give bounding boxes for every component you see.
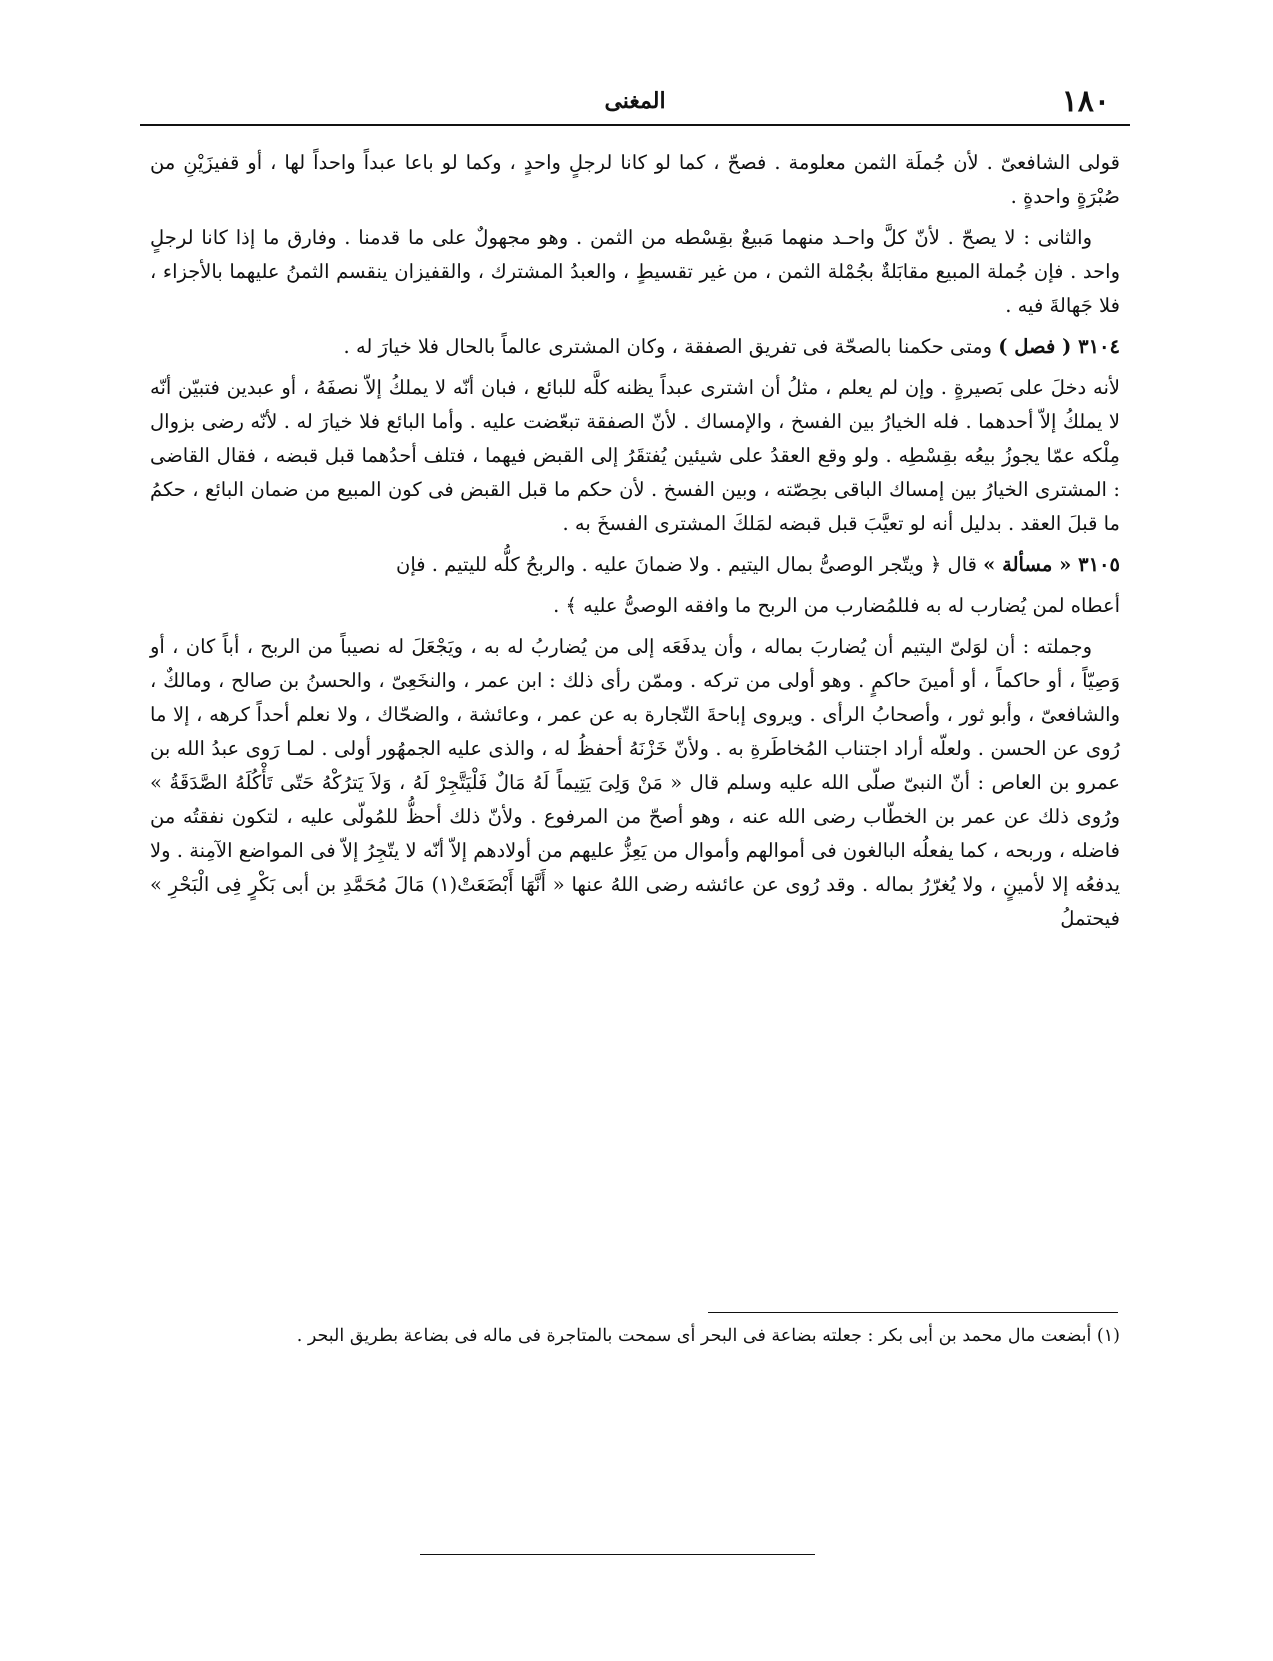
paragraph: والثانى : لا يصحّ . لأنّ كلَّ واحـد منهما مَبيعٌ بقِسْطه من الثمن . وهو مجهولٌ على ما قدمنا . وفارق ما إذا كانا لرجلٍ واحد . فإن جُملة المبيع مقابَلةٌ بجُمْلة الثمن ، من غير تقسيطٍ ، والعبدُ المشترك ، والقفيزان ينقسم الثمنُ عليهما بالأجزاء ، فلا جَهالةَ فيه . <box>150 226 1120 317</box>
section-label: ٣١٠٥ « مسألة » <box>983 553 1120 576</box>
section-label: ٣١٠٤ ( فصل ) <box>998 335 1120 358</box>
section-text: ومتى حكمنا بالصحّة فى تفريق الصفقة ، وكان المشترى عالماً بالحال فلا خيارَ له . <box>343 335 993 358</box>
page-number: ١٨٠ <box>1061 84 1110 119</box>
paragraph: قولى الشافعىّ . لأن جُملَة الثمن معلومة . فصحّ ، كما لو كانا لرجلٍ واحدٍ ، وكما لو باعا عبداً واحداً لها ، أو قفيزَيْنِ من صُبْرَةٍ واحدةٍ . <box>150 151 1120 208</box>
section-text: قال ﴿ ويتّجر الوصىُّ بمال اليتيم . ولا ضمانَ عليه . والربحُ كلُّه لليتيم . فإن <box>396 553 977 576</box>
running-title: المغنى <box>604 88 666 114</box>
paragraph: أعطاه لمن يُضارب له به فللمُضارب من الربح ما وافقه الوصىُّ عليه ﴾ . <box>553 594 1120 617</box>
footnote: (١) أبضعت مال محمد بن أبى بكر : جعلته بضاعة فى البحر أى سمحت بالمتاجرة فى ماله فى بضاعة بطريق البحر . <box>296 1326 1120 1346</box>
header-rule <box>140 124 1130 126</box>
section-3104 <box>150 330 1120 364</box>
main-text <box>150 146 1120 943</box>
section-3105 <box>150 548 1120 582</box>
bottom-rule <box>420 1554 815 1555</box>
footnote-rule <box>708 1312 1118 1313</box>
paragraph: وجملته : أن لوَلىّ اليتيم أن يُضاربَ بماله ، وأن يدفَعَه إلى من يُضاربُ له به ، ويَجْعَلَ له نصيباً من الربح ، أباً كان ، أو وَصِيّاً ، أو حاكماً ، أو أمينَ حاكمٍ . وهو أولى من تركه . وممّن رأى ذلك : ابن عمر ، والنخَعِىّ ، والحسنُ بن صالح ، ومالكٌ ، والشافعىّ ، وأبو ثور ، وأصحابُ الرأى . ويروى إباحةَ التّجارة به عن عمر ، وعائشة ، والضحّاك ، ولا نعلم أحداً كرهه ، إلا ما رُوى عن الحسن . ولعلّه أراد اجتناب المُخاطَرةِ به . ولأنّ خَزْنَهُ أحفظُ له ، والذى عليه الجمهُور أولى . لمـا رَوى عبدُ الله بن عمرو بن العاص : أنّ النبىّ صلّى الله عليه وسلم قال « مَنْ وَلِىَ يَتِيماً لَهُ مَالٌ فَلْيَتَّجِرْ لَهُ ، وَلاَ يَترُكْهُ حَتّى تَأْكُلَهُ الصَّدَقَةُ » ورُوى ذلك عن عمر بن الخطّاب رضى الله عنه ، وهو أصحّ من المرفوع . ولأنّ ذلك أحظُّ للمُولّى عليه ، لتكون نفقتُه من فاضله ، وربحه ، كما يفعلُه البالغون فى أموالهم وأموال من يَعِزُّ عليهم من أولادهم إلاّ أنّه لا يتّجِرُ إلاّ فى المواضع الآمِنة . ولا يدفعُه إلا لأمينٍ ، ولا يُغرّرُ بماله . وقد رُوى عن عائشه رضى اللهُ عنها « أَنَّهَا أَبْضَعَتْ(١) مَالَ مُحَمَّدِ بن أبى بَكْرٍ فِى الْبَحْرِ » فيحتملُ <box>150 635 1120 930</box>
paragraph: لأنه دخلَ على بَصيرةٍ . وإن لم يعلم ، مثلُ أن اشترى عبداً يظنه كلَّه للبائع ، فبان أنّه لا يملكُ إلاّ نصفَهُ ، أو عبدين فتبيّن أنّه لا يملكُ إلاّ أحدهما . فله الخيارُ بين الفسخ ، والإمساك . لأنّ الصفقة تبعّضت عليه . وأما البائع فلا خيارَ له . لأنّه رضى بزوال مِلْكه عمّا يجوزُ بيعُه بقِسْطِه . ولو وقع العقدُ على شيئين يُفتقَرُ إلى القبض فيهما ، فتلف أحدُهما قبل قبضه ، فقال القاضى : المشترى الخيارُ بين إمساك الباقى بحِصّته ، وبين الفسخ . لأن حكم ما قبل القبض فى كون المبيع من ضمان البائع ، حكمُ ما قبلَ العقد . بدليل أنه لو تعيَّبَ قبل قبضه لمَلكَ المشترى الفسخَ به . <box>150 376 1120 535</box>
page-header <box>140 80 1130 120</box>
